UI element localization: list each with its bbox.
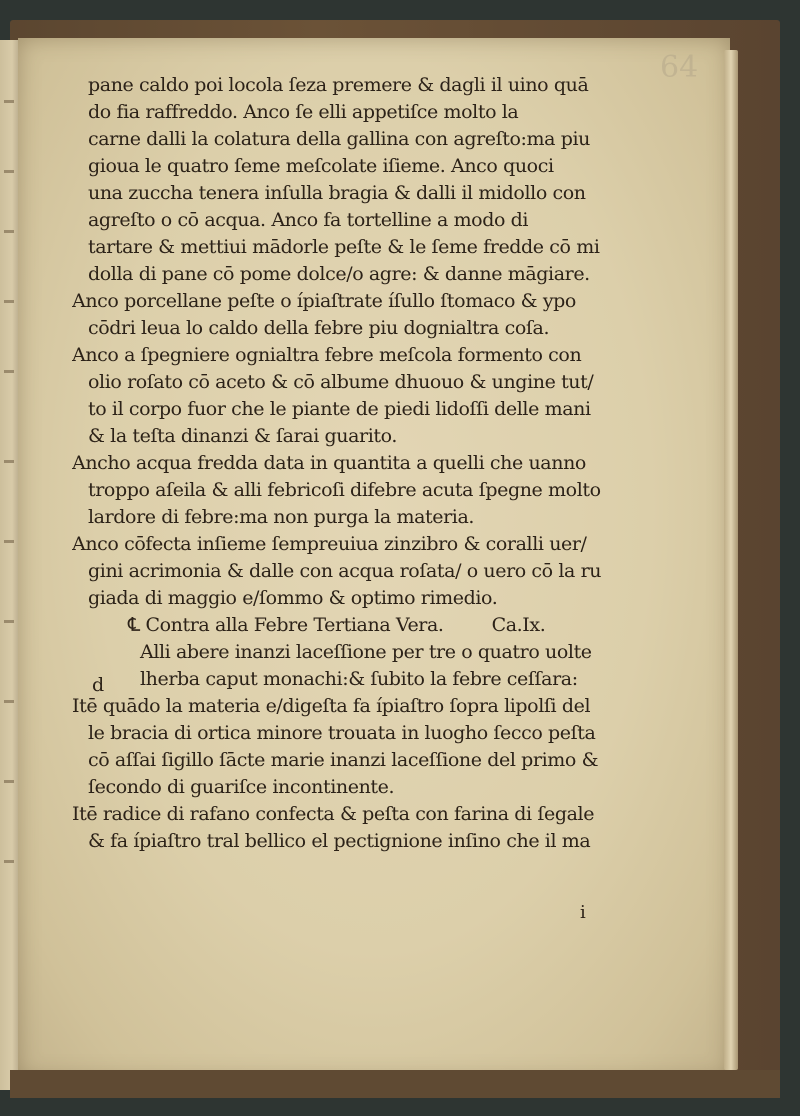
- text-line: dolla di pane cō pome dolce/o agre: & danne māgiare.: [88, 263, 590, 285]
- text-line: & la teſta dinanzi & ſarai guarito.: [88, 425, 397, 447]
- ink-mark: [4, 540, 14, 543]
- text-line: Alli abere inanzi laceſſione per tre o quatro uolte: [140, 641, 592, 663]
- text-block: [72, 72, 672, 855]
- text-line: & fa ípiaſtro tral bellico el pectignione inſino che il ma: [88, 830, 591, 852]
- chapter-heading: [72, 612, 672, 639]
- folio-number: 64: [660, 50, 699, 85]
- ink-mark: [4, 460, 14, 463]
- signature-mark: i: [580, 902, 586, 923]
- text-line: Ancho acqua fredda data in quantita a quelli che uanno: [72, 452, 586, 474]
- text-line: ſecondo di guariſce incontinente.: [88, 776, 395, 798]
- text-line: Anco a ſpegniere ognialtra febre meſcola formento con: [72, 344, 582, 366]
- text-line: troppo aſeila & alli febricoſi difebre acuta ſpegne molto: [88, 479, 601, 501]
- ink-mark: [4, 300, 14, 303]
- text-line: Itē quādo la materia e/digeſta fa ípiaſtro ſopra lipolſi del: [72, 695, 591, 717]
- text-line: gini acrimonia & dalle con acqua roſata/ o uero cō la ru: [88, 560, 602, 582]
- text-line: Itē radice di rafano confecta & peſta con farina di ſegale: [72, 803, 595, 825]
- text-line: pane caldo poi locola ſeza premere & dagli il uino quā: [88, 74, 589, 96]
- page-fore-edge: [724, 50, 738, 1070]
- ink-mark: [4, 370, 14, 373]
- text-line: olio roſato cō aceto & cō albume dhuouo & ungine tut/: [88, 371, 594, 393]
- heading-text: Contra alla Febre Tertiana Vera.: [145, 614, 444, 636]
- ink-mark: [4, 170, 14, 173]
- text-line: Anco cōfecta inſieme ſempreuiua zinzibro & coralli uer/: [72, 533, 587, 555]
- text-line: le bracia di ortica minore trouata in luogho ſecco peſta: [88, 722, 596, 744]
- paragraph-mark-icon: ℄: [128, 614, 140, 636]
- text-line: tartare & mettiui mādorle peſte & le ſeme fredde cō mi: [88, 236, 600, 258]
- ink-mark: [4, 100, 14, 103]
- text-line: to il corpo fuor che le piante de piedi lidoſſi delle mani: [88, 398, 591, 420]
- book-cover-bottom: [10, 1070, 780, 1098]
- text-line: carne dalli la colatura della gallina con agreſto:ma piu: [88, 128, 590, 150]
- ink-mark: [4, 620, 14, 623]
- chapter-number: Ca.Ix.: [491, 614, 546, 636]
- ink-mark: [4, 700, 14, 703]
- text-line: giada di maggio e/ſommo & optimo rimedio.: [88, 587, 498, 609]
- text-line: lardore di febre:ma non purga la materia.: [88, 506, 475, 528]
- text-line: cō aſſai ſigillo ſācte marie inanzi laceſſione del primo &: [88, 749, 599, 771]
- ink-mark: [4, 780, 14, 783]
- facing-page-edge: [0, 40, 20, 1090]
- text-line: cōdri leua lo caldo della febre piu dognialtra coſa.: [88, 317, 550, 339]
- text-line: lherba caput monachi:& ſubito la febre ceſſara:: [140, 668, 578, 690]
- text-line: do fia raffreddo. Anco ſe elli appetiſce molto la: [88, 101, 519, 123]
- ink-mark: [4, 860, 14, 863]
- text-line: una zuccha tenera inſulla bragia & dalli il midollo con: [88, 182, 586, 204]
- text-line: Anco porcellane peſte o ípiaſtrate íſullo ſtomaco & ypo: [72, 290, 576, 312]
- text-line: agreſto o cō acqua. Anco fa tortelline a modo di: [88, 209, 529, 231]
- guide-letter: d: [92, 674, 105, 696]
- text-line: gioua le quatro ſeme meſcolate iſieme. Anco quoci: [88, 155, 554, 177]
- ink-mark: [4, 230, 14, 233]
